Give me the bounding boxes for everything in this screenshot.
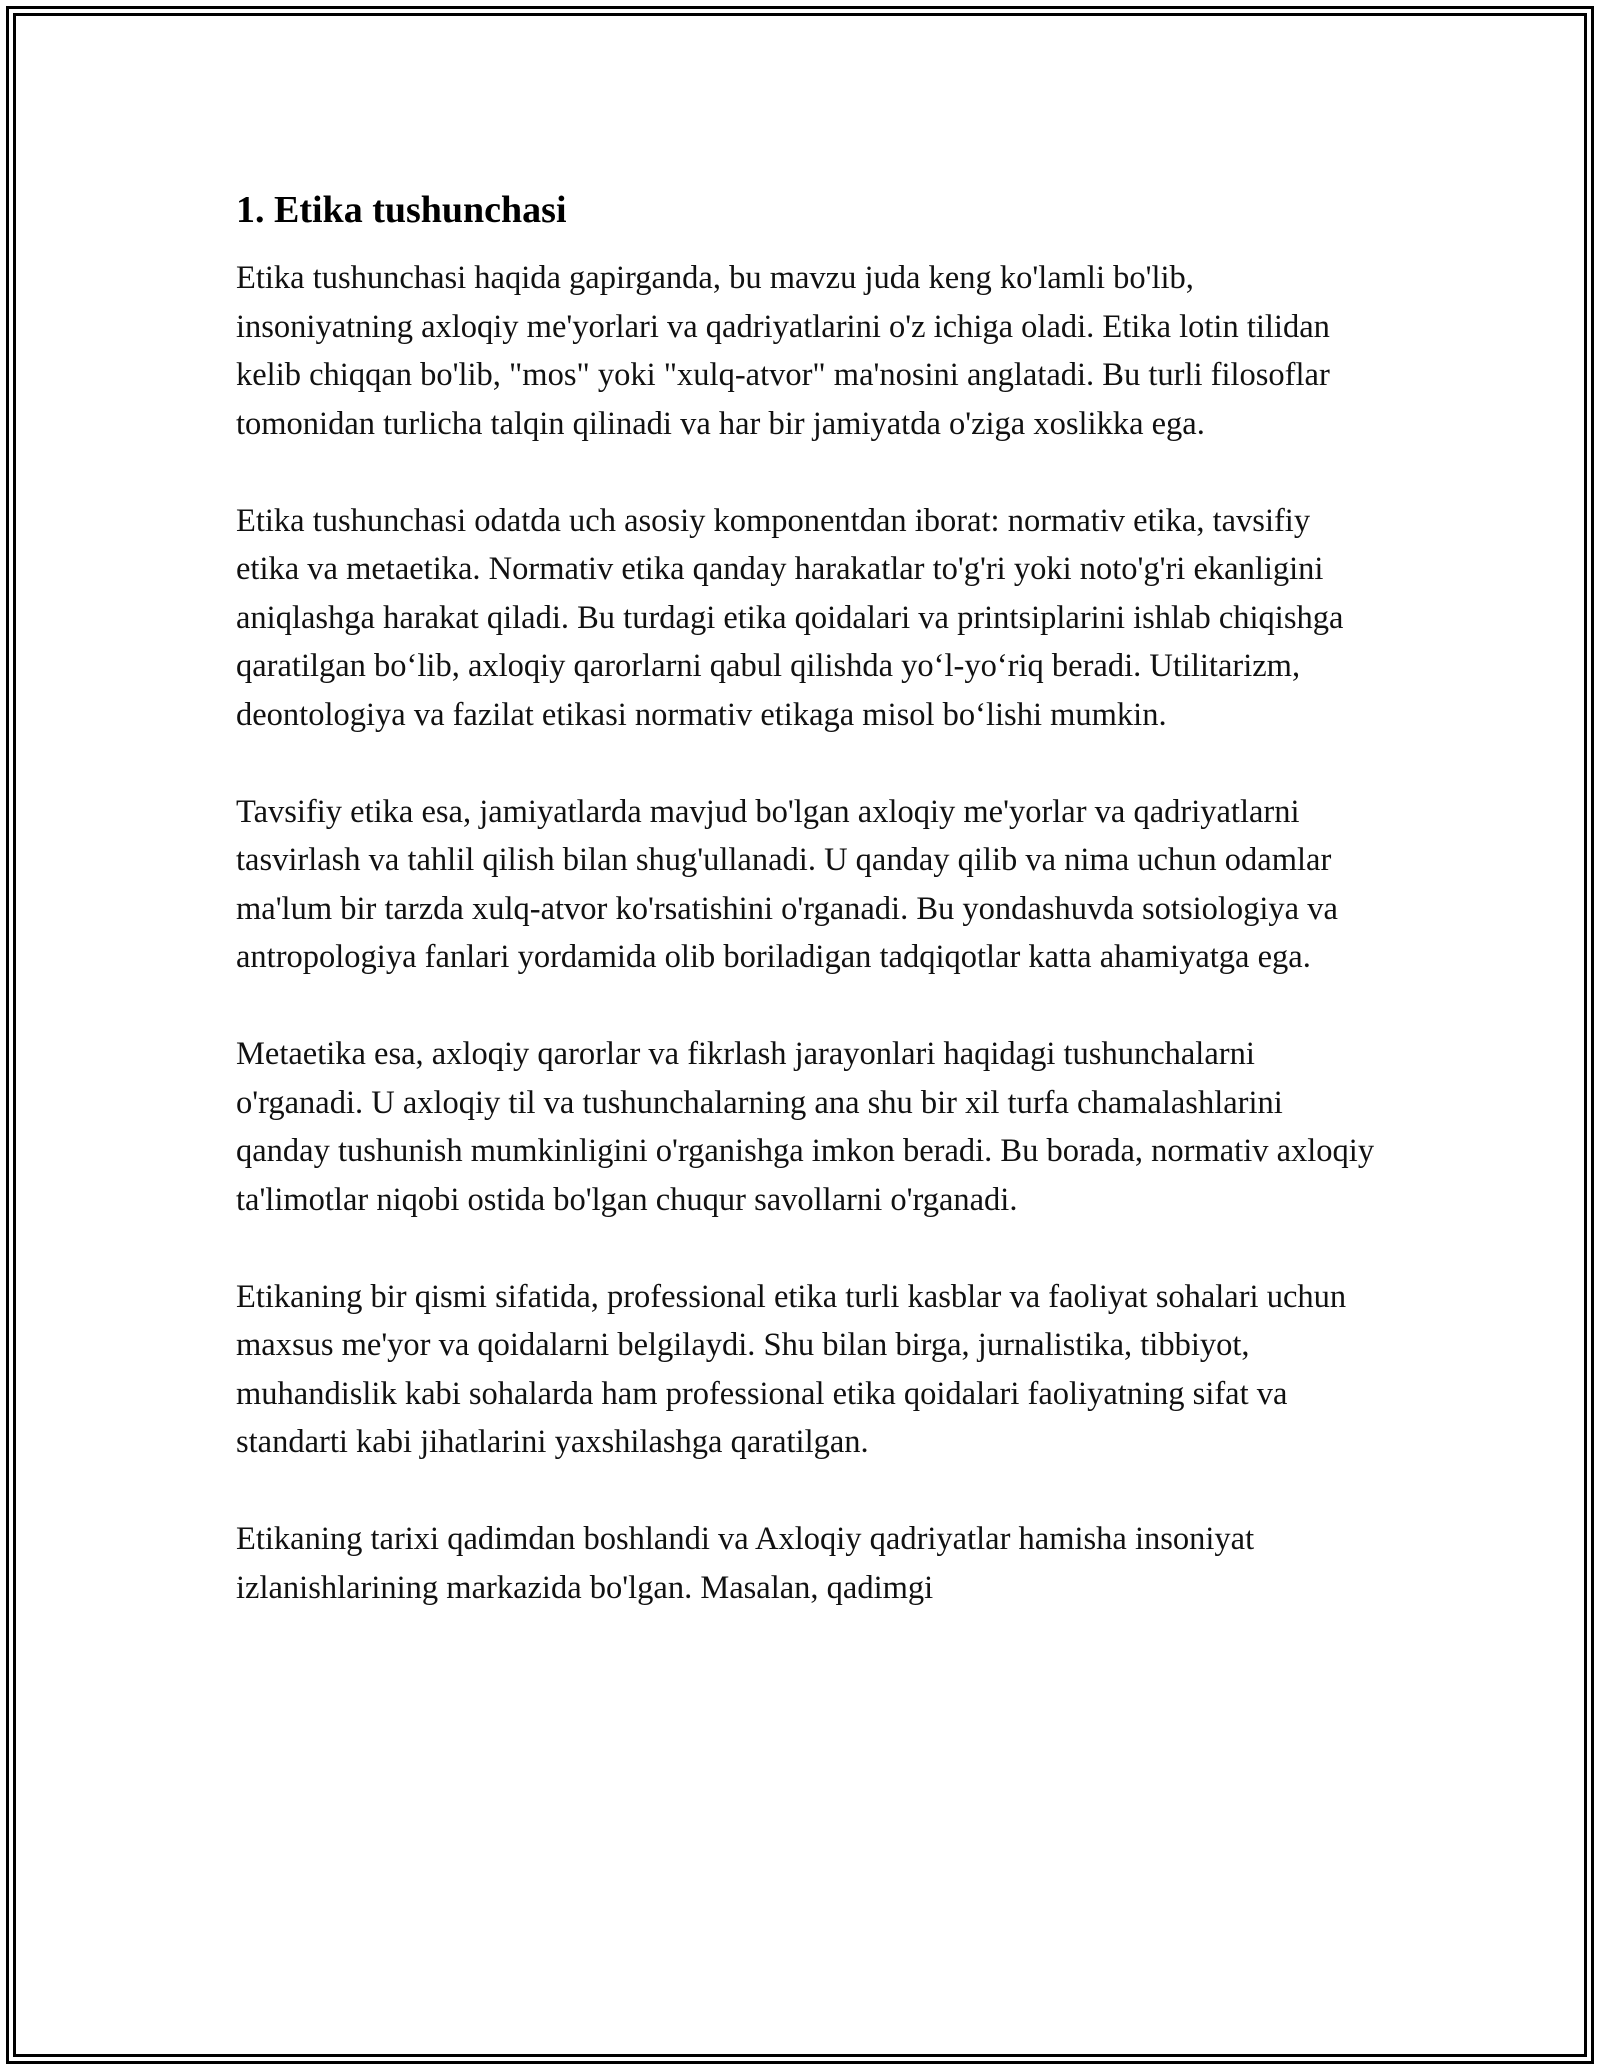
section-heading: 1. Etika tushunchasi xyxy=(236,189,567,231)
paragraph-metaethics: Metaetika esa, axloqiy qarorlar va fikrlash jarayonlari haqidagi tushunchalarni o'rganadi. U axloqiy til va tushunchalarning ana shu bir xil turfa chamalashlarini qanday tushunish mumkinligini o'rganishga imkon beradi. Bu borada, normativ axloqiy ta'limotlar niqobi ostida bo'lgan chuqur savollarni o'rganadi. xyxy=(236,1036,1375,1218)
paragraph-history: Etikaning tarixi qadimdan boshlandi va Axloqiy qadriyatlar hamisha insoniyat izlanishlarining markazida bo'lgan. Masalan, qadimgi xyxy=(236,1521,1255,1606)
paragraph-professional-ethics: Etikaning bir qismi sifatida, professional etika turli kasblar va faoliyat sohalari uchun maxsus me'yor va qoidalarni belgilaydi. Shu bilan birga, jurnalistika, tibbiyot, muhandislik kabi sohalarda ham professional etika qoidalari faoliyatning sifat va standarti kabi jihatlarini yaxshilashga qaratilgan. xyxy=(236,1278,1347,1460)
paragraph-descriptive-ethics: Tavsifiy etika esa, jamiyatlarda mavjud bo'lgan axloqiy me'yorlar va qadriyatlarni tasvirlash va tahlil qilish bilan shug'ullanadi. U qanday qilib va nima uchun odamlar ma'lum bir tarzda xulq-atvor ko'rsatishini o'rganadi. Bu yondashuvda sotsiologiya va antropologiya fanlari yordamida olib boriladigan tadqiqotlar katta ahamiyatga ega. xyxy=(236,793,1338,975)
document-body xyxy=(236,186,1376,1661)
paragraph-intro: Etika tushunchasi haqida gapirganda, bu mavzu juda keng ko'lamli bo'lib, insoniyatning axloqiy me'yorlari va qadriyatlarini o'z ichiga oladi. Etika lotin tilidan kelib chiqqan bo'lib, "mos" yoki "xulq-atvor" ma'nosini anglatadi. Bu turli filosoflar tomonidan turlicha talqin qilinadi va har bir jamiyatda o'ziga xoslikka ega. xyxy=(236,260,1330,442)
paragraph-components: Etika tushunchasi odatda uch asosiy komponentdan iborat: normativ etika, tavsifiy etika va metaetika. Normativ etika qanday harakatlar to'g'ri yoki noto'g'ri ekanligini aniqlashga harakat qiladi. Bu turdagi etika qoidalari va printsiplarini ishlab chiqishga qaratilgan bo‘lib, axloqiy qarorlarni qabul qilishda yo‘l-yo‘riq beradi. Utilitarizm, deontologiya va fazilat etikasi normativ etikaga misol bo‘lishi mumkin. xyxy=(236,502,1344,733)
